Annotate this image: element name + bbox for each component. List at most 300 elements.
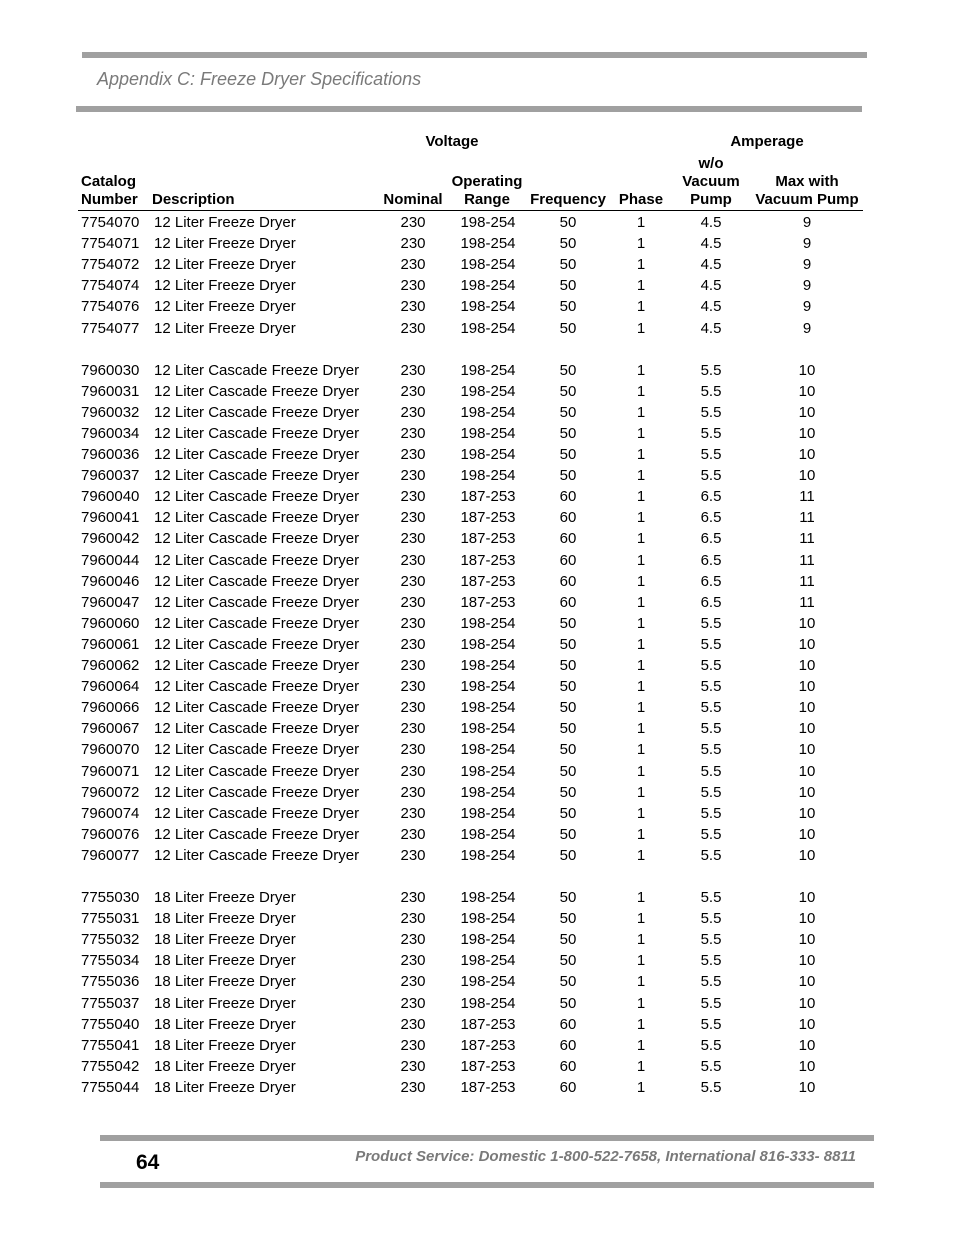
amp-with-pump-cell: 10 <box>798 847 816 864</box>
frequency-cell: 50 <box>559 973 577 990</box>
phase-cell: 1 <box>636 1079 646 1096</box>
operating-range-cell: 187-253 <box>460 552 516 569</box>
description-cell: 12 Liter Cascade Freeze Dryer <box>154 362 360 379</box>
amp-without-pump-cell: 5.5 <box>700 952 722 969</box>
range-header-line2: Range <box>464 191 510 208</box>
amp-with-pump-cell: 9 <box>802 277 812 294</box>
frequency-cell: 50 <box>559 636 577 653</box>
table-row <box>0 782 954 803</box>
amp-without-pump-cell: 5.5 <box>700 467 722 484</box>
amp-with-pump-cell: 9 <box>802 256 812 273</box>
description-cell: 12 Liter Cascade Freeze Dryer <box>154 763 360 780</box>
description-cell: 12 Liter Cascade Freeze Dryer <box>154 805 360 822</box>
table-row <box>0 971 954 992</box>
amp2-header-line1: Max with <box>775 173 839 190</box>
amp-without-pump-cell: 6.5 <box>700 594 722 611</box>
nominal-voltage-cell: 230 <box>400 615 426 632</box>
amp-with-pump-cell: 10 <box>798 763 816 780</box>
operating-range-cell: 198-254 <box>460 446 516 463</box>
amp-without-pump-cell: 6.5 <box>700 552 722 569</box>
amp-without-pump-cell: 5.5 <box>700 805 722 822</box>
nominal-voltage-cell: 230 <box>400 425 426 442</box>
frequency-cell: 60 <box>559 552 577 569</box>
amp-with-pump-cell: 10 <box>798 1016 816 1033</box>
catalog-number-cell: 7960074 <box>81 805 140 822</box>
operating-range-cell: 187-253 <box>460 1058 516 1075</box>
nominal-voltage-cell: 230 <box>400 552 426 569</box>
nominal-voltage-cell: 230 <box>400 889 426 906</box>
nominal-voltage-cell: 230 <box>400 657 426 674</box>
amp-without-pump-cell: 5.5 <box>700 720 722 737</box>
table-row <box>0 465 954 486</box>
nominal-voltage-cell: 230 <box>400 404 426 421</box>
amp-with-pump-cell: 10 <box>798 784 816 801</box>
amp-with-pump-cell: 9 <box>802 235 812 252</box>
nominal-voltage-cell: 230 <box>400 805 426 822</box>
amp-with-pump-cell: 11 <box>799 530 815 547</box>
frequency-cell: 50 <box>559 720 577 737</box>
description-cell: 12 Liter Cascade Freeze Dryer <box>154 509 360 526</box>
amp-without-pump-cell: 6.5 <box>700 530 722 547</box>
table-row <box>0 1035 954 1056</box>
table-row <box>0 1077 954 1098</box>
operating-range-cell: 198-254 <box>460 973 516 990</box>
amp-without-pump-cell: 5.5 <box>700 1016 722 1033</box>
catalog-number-cell: 7960062 <box>81 657 140 674</box>
amp-with-pump-cell: 10 <box>798 952 816 969</box>
amp-with-pump-cell: 10 <box>798 636 816 653</box>
phase-cell: 1 <box>636 952 646 969</box>
frequency-cell: 50 <box>559 298 577 315</box>
table-row <box>0 486 954 507</box>
amp-with-pump-cell: 10 <box>798 425 816 442</box>
amp1-header-line2: Vacuum <box>682 173 740 190</box>
nominal-voltage-cell: 230 <box>400 910 426 927</box>
amp-with-pump-cell: 11 <box>799 594 815 611</box>
table-row <box>0 254 954 275</box>
amp-with-pump-cell: 10 <box>798 995 816 1012</box>
frequency-cell: 60 <box>559 1037 577 1054</box>
nominal-voltage-cell: 230 <box>400 235 426 252</box>
description-cell: 12 Liter Freeze Dryer <box>154 320 296 337</box>
description-cell: 12 Liter Freeze Dryer <box>154 298 296 315</box>
nominal-voltage-cell: 230 <box>400 1037 426 1054</box>
amp-with-pump-cell: 10 <box>798 805 816 822</box>
operating-range-cell: 198-254 <box>460 931 516 948</box>
amp-without-pump-cell: 4.5 <box>700 235 722 252</box>
amp-without-pump-cell: 6.5 <box>700 488 722 505</box>
nominal-voltage-cell: 230 <box>400 995 426 1012</box>
catalog-number-cell: 7754072 <box>81 256 140 273</box>
description-cell: 12 Liter Cascade Freeze Dryer <box>154 573 360 590</box>
operating-range-cell: 187-253 <box>460 594 516 611</box>
operating-range-cell: 198-254 <box>460 615 516 632</box>
frequency-cell: 50 <box>559 741 577 758</box>
header-rule-bottom <box>76 106 862 112</box>
phase-cell: 1 <box>636 362 646 379</box>
operating-range-cell: 198-254 <box>460 826 516 843</box>
frequency-cell: 60 <box>559 530 577 547</box>
phase-cell: 1 <box>636 383 646 400</box>
amp-without-pump-cell: 4.5 <box>700 214 722 231</box>
phase-cell: 1 <box>636 763 646 780</box>
catalog-number-cell: 7754077 <box>81 320 140 337</box>
catalog-number-cell: 7960061 <box>81 636 140 653</box>
description-cell: 18 Liter Freeze Dryer <box>154 889 296 906</box>
frequency-cell: 60 <box>559 594 577 611</box>
phase-cell: 1 <box>636 552 646 569</box>
table-row <box>0 1014 954 1035</box>
description-cell: 12 Liter Cascade Freeze Dryer <box>154 784 360 801</box>
description-cell: 12 Liter Cascade Freeze Dryer <box>154 383 360 400</box>
amp-without-pump-cell: 5.5 <box>700 910 722 927</box>
nominal-voltage-cell: 230 <box>400 256 426 273</box>
frequency-cell: 50 <box>559 952 577 969</box>
amp-with-pump-cell: 10 <box>798 931 816 948</box>
nominal-voltage-cell: 230 <box>400 488 426 505</box>
voltage-group-header: Voltage <box>425 133 479 150</box>
operating-range-cell: 187-253 <box>460 488 516 505</box>
nominal-voltage-cell: 230 <box>400 467 426 484</box>
amp-without-pump-cell: 5.5 <box>700 615 722 632</box>
phase-cell: 1 <box>636 973 646 990</box>
amp-with-pump-cell: 10 <box>798 720 816 737</box>
table-row <box>0 423 954 444</box>
amp-with-pump-cell: 10 <box>798 699 816 716</box>
phase-cell: 1 <box>636 784 646 801</box>
page-header-title: Appendix C: Freeze Dryer Specifications <box>97 69 422 89</box>
table-row <box>0 381 954 402</box>
amp-without-pump-cell: 5.5 <box>700 636 722 653</box>
table-row <box>0 697 954 718</box>
amp1-header-line1: w/o <box>698 155 724 172</box>
catalog-number-cell: 7755031 <box>81 910 140 927</box>
table-row <box>0 718 954 739</box>
operating-range-cell: 198-254 <box>460 636 516 653</box>
catalog-number-cell: 7960076 <box>81 826 140 843</box>
table-row <box>0 571 954 592</box>
table-row <box>0 444 954 465</box>
catalog-number-cell: 7960047 <box>81 594 140 611</box>
phase-cell: 1 <box>636 446 646 463</box>
frequency-cell: 50 <box>559 805 577 822</box>
operating-range-cell: 198-254 <box>460 847 516 864</box>
amp-with-pump-cell: 10 <box>798 383 816 400</box>
phase-cell: 1 <box>636 530 646 547</box>
catalog-header-line1: Catalog <box>81 173 137 190</box>
table-row <box>0 233 954 254</box>
amp-without-pump-cell: 5.5 <box>700 889 722 906</box>
operating-range-header <box>445 173 529 209</box>
table-row <box>0 634 954 655</box>
amp-without-pump-cell: 4.5 <box>700 256 722 273</box>
amp-with-pump-cell: 10 <box>798 889 816 906</box>
phase-cell: 1 <box>636 699 646 716</box>
amp-without-pump-cell: 5.5 <box>700 973 722 990</box>
nominal-voltage-cell: 230 <box>400 678 426 695</box>
operating-range-cell: 198-254 <box>460 952 516 969</box>
catalog-number-cell: 7755042 <box>81 1058 140 1075</box>
phase-cell: 1 <box>636 847 646 864</box>
nominal-voltage-cell: 230 <box>400 952 426 969</box>
frequency-cell: 60 <box>559 488 577 505</box>
catalog-number-cell: 7960034 <box>81 425 140 442</box>
amp-with-pump-cell: 10 <box>798 910 816 927</box>
amp-with-pump-cell: 11 <box>799 573 815 590</box>
operating-range-cell: 198-254 <box>460 889 516 906</box>
description-cell: 18 Liter Freeze Dryer <box>154 1037 296 1054</box>
frequency-cell: 50 <box>559 425 577 442</box>
table-row <box>0 318 954 339</box>
operating-range-cell: 198-254 <box>460 235 516 252</box>
table-row <box>0 1056 954 1077</box>
nominal-voltage-cell: 230 <box>400 699 426 716</box>
amp2-header-line2: Vacuum Pump <box>755 191 859 208</box>
frequency-cell: 50 <box>559 995 577 1012</box>
description-cell: 18 Liter Freeze Dryer <box>154 1079 296 1096</box>
frequency-cell: 50 <box>559 277 577 294</box>
frequency-cell: 50 <box>559 256 577 273</box>
table-row <box>0 528 954 549</box>
amp-without-pump-cell: 5.5 <box>700 362 722 379</box>
amp-with-pump-cell: 11 <box>799 509 815 526</box>
phase-cell: 1 <box>636 320 646 337</box>
amp-without-pump-cell: 4.5 <box>700 277 722 294</box>
amp-without-pump-header <box>676 155 746 209</box>
nominal-voltage-cell: 230 <box>400 573 426 590</box>
footer-rule-bottom <box>100 1182 874 1188</box>
description-cell: 18 Liter Freeze Dryer <box>154 995 296 1012</box>
description-cell: 12 Liter Freeze Dryer <box>154 235 296 252</box>
table-row <box>0 655 954 676</box>
frequency-cell: 50 <box>559 362 577 379</box>
catalog-number-cell: 7960042 <box>81 530 140 547</box>
amp-with-pump-cell: 10 <box>798 678 816 695</box>
phase-cell: 1 <box>636 1016 646 1033</box>
phase-cell: 1 <box>636 657 646 674</box>
catalog-number-cell: 7755041 <box>81 1037 140 1054</box>
phase-cell: 1 <box>636 425 646 442</box>
catalog-number-cell: 7960036 <box>81 446 140 463</box>
amp-without-pump-cell: 4.5 <box>700 320 722 337</box>
description-cell: 12 Liter Cascade Freeze Dryer <box>154 552 360 569</box>
catalog-number-cell: 7755044 <box>81 1079 140 1096</box>
table-row <box>0 993 954 1014</box>
amp-without-pump-cell: 5.5 <box>700 741 722 758</box>
table-row <box>0 212 954 233</box>
amp-with-pump-header <box>748 173 866 209</box>
nominal-voltage-cell: 230 <box>400 446 426 463</box>
amp-with-pump-cell: 10 <box>798 657 816 674</box>
table-row <box>0 887 954 908</box>
catalog-number-cell: 7960030 <box>81 362 140 379</box>
frequency-cell: 50 <box>559 404 577 421</box>
table-row <box>0 402 954 423</box>
phase-cell: 1 <box>636 594 646 611</box>
catalog-number-cell: 7755040 <box>81 1016 140 1033</box>
phase-cell: 1 <box>636 995 646 1012</box>
frequency-cell: 50 <box>559 889 577 906</box>
amp-with-pump-cell: 9 <box>802 298 812 315</box>
table-header-underline <box>78 210 863 211</box>
phase-cell: 1 <box>636 509 646 526</box>
table-row <box>0 739 954 760</box>
amp-with-pump-cell: 11 <box>799 488 815 505</box>
nominal-voltage-cell: 230 <box>400 320 426 337</box>
operating-range-cell: 198-254 <box>460 995 516 1012</box>
table-row <box>0 550 954 571</box>
description-cell: 12 Liter Cascade Freeze Dryer <box>154 699 360 716</box>
amp-without-pump-cell: 4.5 <box>700 298 722 315</box>
amp-without-pump-cell: 5.5 <box>700 657 722 674</box>
description-cell: 18 Liter Freeze Dryer <box>154 931 296 948</box>
frequency-cell: 60 <box>559 1079 577 1096</box>
amp-with-pump-cell: 10 <box>798 741 816 758</box>
page-number: 64 <box>136 1151 160 1174</box>
catalog-number-cell: 7960041 <box>81 509 140 526</box>
catalog-number-cell: 7754074 <box>81 277 140 294</box>
amp-with-pump-cell: 10 <box>798 1079 816 1096</box>
phase-cell: 1 <box>636 678 646 695</box>
description-cell: 12 Liter Cascade Freeze Dryer <box>154 488 360 505</box>
catalog-number-cell: 7960040 <box>81 488 140 505</box>
description-cell: 12 Liter Freeze Dryer <box>154 214 296 231</box>
footer-rule-top <box>100 1135 874 1141</box>
phase-cell: 1 <box>636 910 646 927</box>
operating-range-cell: 198-254 <box>460 763 516 780</box>
frequency-cell: 50 <box>559 615 577 632</box>
description-cell: 12 Liter Cascade Freeze Dryer <box>154 826 360 843</box>
description-cell: 18 Liter Freeze Dryer <box>154 910 296 927</box>
catalog-number-cell: 7960071 <box>81 763 140 780</box>
frequency-cell: 50 <box>559 383 577 400</box>
operating-range-cell: 198-254 <box>460 383 516 400</box>
table-row <box>0 929 954 950</box>
amp-with-pump-cell: 10 <box>798 446 816 463</box>
description-cell: 12 Liter Freeze Dryer <box>154 277 296 294</box>
operating-range-cell: 198-254 <box>460 404 516 421</box>
nominal-voltage-cell: 230 <box>400 784 426 801</box>
table-row <box>0 275 954 296</box>
amp-without-pump-cell: 5.5 <box>700 1058 722 1075</box>
catalog-number-cell: 7960064 <box>81 678 140 695</box>
catalog-number-cell: 7960060 <box>81 615 140 632</box>
operating-range-cell: 198-254 <box>460 467 516 484</box>
description-cell: 12 Liter Cascade Freeze Dryer <box>154 467 360 484</box>
description-cell: 12 Liter Cascade Freeze Dryer <box>154 615 360 632</box>
operating-range-cell: 198-254 <box>460 741 516 758</box>
table-row <box>0 824 954 845</box>
amp-without-pump-cell: 5.5 <box>700 699 722 716</box>
description-cell: 18 Liter Freeze Dryer <box>154 952 296 969</box>
amp-without-pump-cell: 5.5 <box>700 995 722 1012</box>
amp-with-pump-cell: 9 <box>802 214 812 231</box>
phase-cell: 1 <box>636 741 646 758</box>
frequency-cell: 50 <box>559 826 577 843</box>
catalog-number-cell: 7755037 <box>81 995 140 1012</box>
description-cell: 18 Liter Freeze Dryer <box>154 1058 296 1075</box>
table-row <box>0 676 954 697</box>
operating-range-cell: 198-254 <box>460 277 516 294</box>
phase-cell: 1 <box>636 404 646 421</box>
description-cell: 12 Liter Cascade Freeze Dryer <box>154 741 360 758</box>
frequency-cell: 50 <box>559 657 577 674</box>
operating-range-cell: 187-253 <box>460 509 516 526</box>
frequency-cell: 50 <box>559 910 577 927</box>
nominal-voltage-cell: 230 <box>400 214 426 231</box>
frequency-cell: 60 <box>559 1016 577 1033</box>
description-cell: 12 Liter Cascade Freeze Dryer <box>154 446 360 463</box>
amp-without-pump-cell: 5.5 <box>700 826 722 843</box>
nominal-voltage-cell: 230 <box>400 594 426 611</box>
amp-with-pump-cell: 10 <box>798 973 816 990</box>
nominal-voltage-cell: 230 <box>400 763 426 780</box>
nominal-voltage-cell: 230 <box>400 383 426 400</box>
phase-cell: 1 <box>636 826 646 843</box>
table-row <box>0 950 954 971</box>
phase-header: Phase <box>618 191 664 208</box>
amp-with-pump-cell: 10 <box>798 615 816 632</box>
catalog-number-cell: 7754071 <box>81 235 140 252</box>
frequency-header: Frequency <box>530 191 606 208</box>
catalog-number-cell: 7960070 <box>81 741 140 758</box>
operating-range-cell: 198-254 <box>460 657 516 674</box>
amp-without-pump-cell: 5.5 <box>700 847 722 864</box>
nominal-voltage-cell: 230 <box>400 298 426 315</box>
description-cell: 12 Liter Cascade Freeze Dryer <box>154 657 360 674</box>
catalog-number-cell: 7755034 <box>81 952 140 969</box>
amp-without-pump-cell: 5.5 <box>700 404 722 421</box>
operating-range-cell: 187-253 <box>460 1016 516 1033</box>
amp-with-pump-cell: 11 <box>799 552 815 569</box>
amp-without-pump-cell: 6.5 <box>700 509 722 526</box>
catalog-number-cell: 7960067 <box>81 720 140 737</box>
description-cell: 12 Liter Cascade Freeze Dryer <box>154 678 360 695</box>
amp-with-pump-cell: 10 <box>798 1058 816 1075</box>
operating-range-cell: 198-254 <box>460 256 516 273</box>
description-cell: 12 Liter Cascade Freeze Dryer <box>154 847 360 864</box>
frequency-cell: 50 <box>559 763 577 780</box>
operating-range-cell: 198-254 <box>460 678 516 695</box>
amp-without-pump-cell: 5.5 <box>700 678 722 695</box>
phase-cell: 1 <box>636 467 646 484</box>
frequency-cell: 50 <box>559 467 577 484</box>
amp-without-pump-cell: 5.5 <box>700 1037 722 1054</box>
nominal-voltage-cell: 230 <box>400 720 426 737</box>
amp-with-pump-cell: 10 <box>798 1037 816 1054</box>
description-cell: 12 Liter Cascade Freeze Dryer <box>154 425 360 442</box>
table-row <box>0 761 954 782</box>
amp-without-pump-cell: 6.5 <box>700 573 722 590</box>
frequency-cell: 50 <box>559 784 577 801</box>
catalog-number-cell: 7754070 <box>81 214 140 231</box>
frequency-cell: 50 <box>559 214 577 231</box>
catalog-header-line2: Number <box>81 191 138 208</box>
operating-range-cell: 198-254 <box>460 784 516 801</box>
amp-with-pump-cell: 10 <box>798 362 816 379</box>
nominal-voltage-cell: 230 <box>400 362 426 379</box>
operating-range-cell: 198-254 <box>460 298 516 315</box>
phase-cell: 1 <box>636 214 646 231</box>
operating-range-cell: 187-253 <box>460 1037 516 1054</box>
nominal-voltage-cell: 230 <box>400 1016 426 1033</box>
description-header: Description <box>152 191 235 208</box>
amp-without-pump-cell: 5.5 <box>700 931 722 948</box>
amperage-group-header: Amperage <box>730 133 804 150</box>
catalog-number-header <box>81 173 138 209</box>
nominal-voltage-cell: 230 <box>400 636 426 653</box>
amp-with-pump-cell: 10 <box>798 826 816 843</box>
